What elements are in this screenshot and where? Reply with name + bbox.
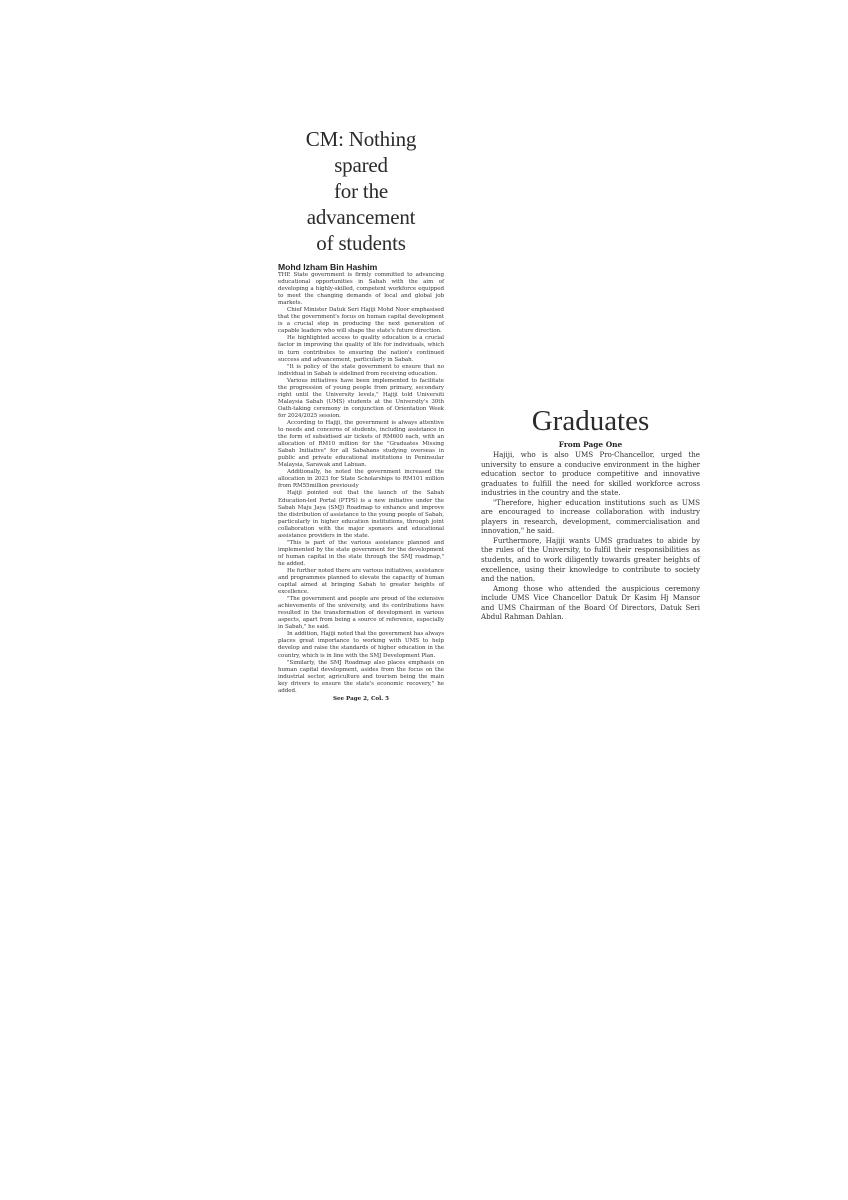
paragraph: "Therefore, higher education institutions such as UMS are encouraged to increase collaboration with industry players in research, development, commercialisation and innovation," he said.: [481, 497, 700, 536]
paragraph: He further noted there are various initiatives, assistance and programmes planned to elevate the capacity of human capital aimed at bringing Sabah to greater heights of excellence.: [278, 567, 445, 596]
headline-line: of students: [316, 231, 406, 255]
paragraph: Hajiji pointed out that the launch of the Sabah Education-led Portal (PTPS) is a new initiative under the Sabah Maju Jaya (SMJ) Roadmap to enhance and improve the distribution of assistance to the young people of Sabah, particularly in higher education institutions, through joint collaboration with the major sponsors and educational assistance providers in the state.: [278, 490, 444, 539]
headline-line: advancement: [306, 205, 416, 229]
paragraph: "Similarly, the SMJ Roadmap also places emphasis on human capital development, asides from the focus on the industrial sector, agriculture and tourism being the main key drivers to ensure the state's economic recovery," he added.: [278, 659, 444, 694]
byline: Mohd Izham Bin Hashim: [278, 262, 378, 272]
headline-line: spared: [334, 153, 388, 177]
paragraph: According to Hajiji, the government is always attentive to needs and concerns of students, including assistance in the form of subsidised air tickets of RM600 each, with an allocation of RM10 million for the "Graduates Missing Sabah Initiative" for all Sabahans studying overseas in public and private educational institutions in Peninsular Malaysia, Sarawak and Labuan.: [278, 419, 444, 469]
left-article-headline: [278, 126, 444, 256]
from-page-label: From Page One: [558, 440, 623, 449]
paragraph: Furthermore, Hajiji wants UMS graduates to abide by the rules of the University, to fulfil their responsibilities as students, and to work diligently towards greater heights of excellence, using their knowledge to contribute to society and the nation.: [481, 535, 700, 584]
right-article: [481, 404, 700, 622]
right-article-body: [481, 450, 700, 622]
continuation-note: See Page 2, Col. 5: [332, 695, 390, 702]
right-article-headline: Graduates: [531, 405, 650, 437]
paragraph: Various initiatives have been implemented to facilitate the progression of young people from primary, secondary right until the University levels," Hajiji told Universiti Malaysia Sabah (UMS) students at the University's 30th Oath-taking ceremony in conjunction of Orientation Week for 2024/2025 session.: [278, 377, 444, 419]
paragraph: "This is part of the various assistance planned and implemented by the state government for the development of human capital in the state through the SMJ roadmap," he added.: [278, 539, 444, 567]
paragraph: In addition, Hajiji noted that the government has always places great importance to working with UMS to help develop and raise the standards of higher education in the country, which is in line with the SMJ Development Plan.: [278, 631, 444, 659]
paragraph: "It is policy of the state government to ensure that no individual in Sabah is sidelined from receiving education.: [278, 363, 444, 377]
paragraph: Hajiji, who is also UMS Pro-Chancellor, urged the university to ensure a conducive environment in the higher education sector to produce competitive and innovative graduates to fulfill the need for skilled workforce across industries in the country and the state.: [481, 450, 700, 498]
paragraph: He highlighted access to quality education is a crucial factor in improving the quality of life for individuals, which in turn contributes to ensuring the nation's continued success and advancement, particularly in Sabah.: [278, 335, 444, 363]
left-article-body: [278, 272, 444, 695]
headline-line: for the: [334, 179, 388, 203]
paragraph: "The government and people are proud of the extensive achievements of the university, and its contributions have resulted in the transformation of development in various aspects, apart from being a source of reference, especially in Sabah," he said.: [278, 596, 444, 631]
paragraph: THE State government is firmly committed to advancing educational opportunities in Sabah with the aim of developing a highly-skilled, competent workforce equipped to meet the changing demands of local and global job markets.: [278, 272, 444, 307]
paragraph: Additionally, he noted the government increased the allocation in 2023 for State Scholarships to RM101 million from RM55million previously: [278, 469, 444, 490]
headline-line: CM: Nothing: [305, 127, 417, 151]
left-article: [278, 126, 444, 703]
paragraph: Among those who attended the auspicious ceremony include UMS Vice Chancellor Datuk Dr Kasim Hj Mansor and UMS Chairman of the Board Of Directors, Datuk Seri Abdul Rahman Dahlan.: [481, 583, 700, 622]
paragraph: Chief Minister Datuk Seri Hajiji Mohd Noor emphasised that the government's focus on human capital development is a crucial step in producing the next generation of capable leaders who will shape the state's future direction.: [278, 307, 444, 335]
